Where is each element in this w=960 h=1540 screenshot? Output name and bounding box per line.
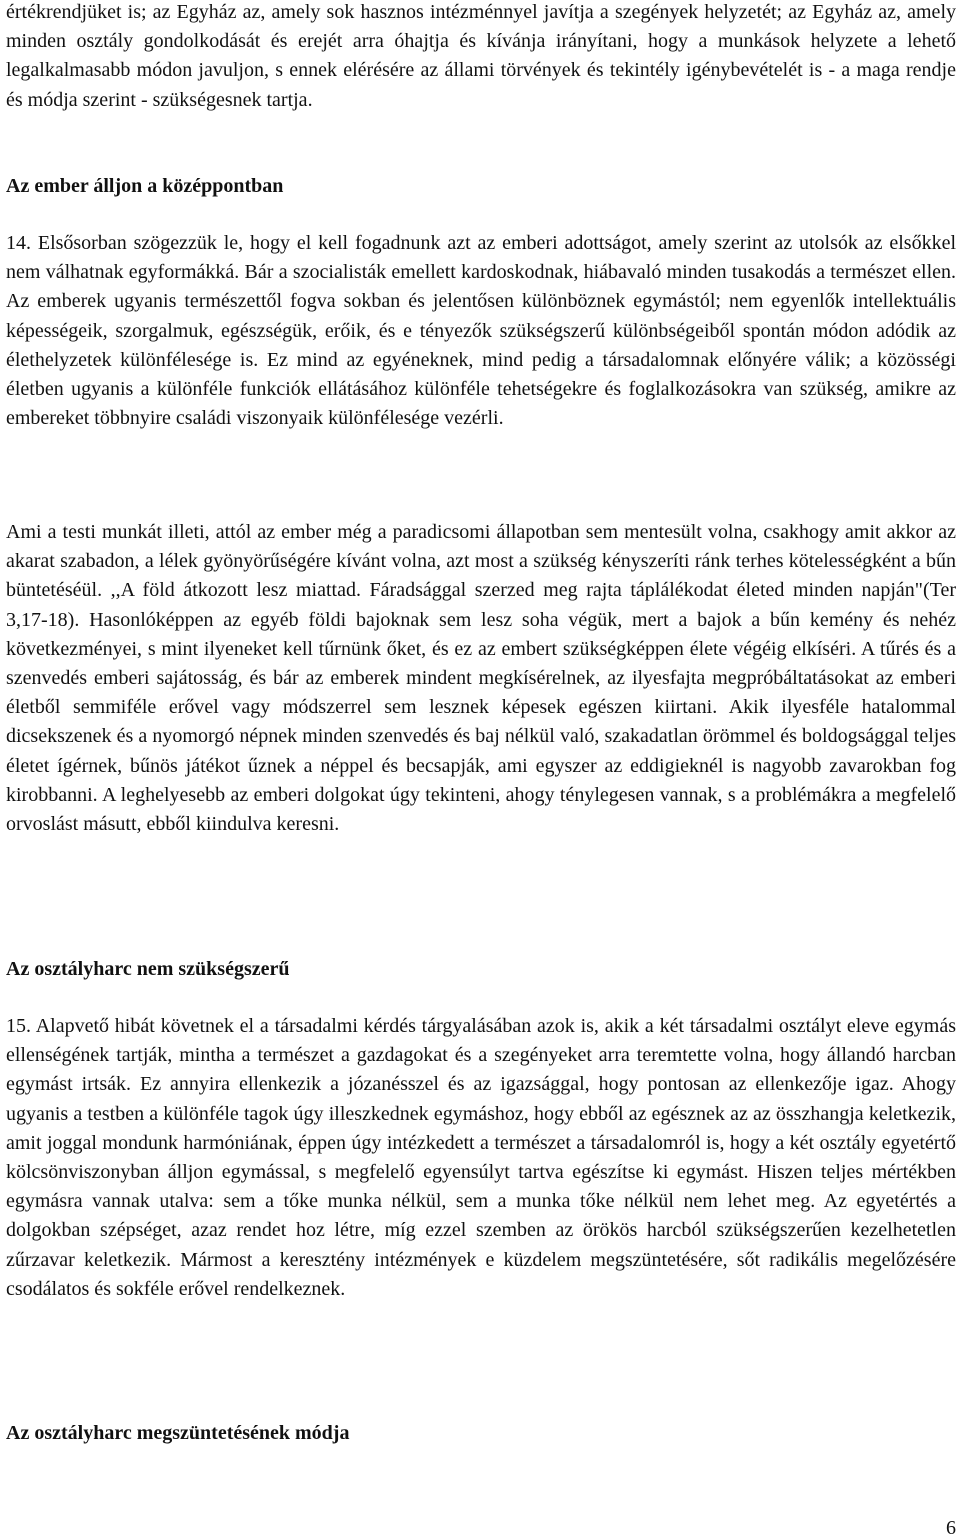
- page-number: 6: [946, 1517, 956, 1539]
- section-heading-center-human: Az ember álljon a középpontban: [6, 175, 284, 197]
- paragraph-14: 14. Elsősorban szögezzük le, hogy el kell fogadnunk azt az emberi adottságot, amely szerint az utolsók az elsőkkel nem válhatnak egyformákká. Bár a szocialisták emellett kardoskodnak, hiábavaló minden tusakodás a természet ellen. Az emberek ugyanis természettől fogva sokban és jelentősen különböznek egymástól; nem egyenlők intellektuális képességeik, szorgalmuk, egészségük, erőik, és e tényezők szükségszerű különbségeiből spontán módon adódik az élethelyzetek különfélesége is. Ez mind az egyéneknek, mind pedig a társadalomnak előnyére válik; a közösségi életben ugyanis a különféle funkciók ellátásához különféle tehetségekre és foglalkozásokra van szükség, amikre az embereket többnyire családi viszonyaik különfélesége vezérli.: [6, 232, 956, 430]
- paragraph-15: 15. Alapvető hibát követnek el a társadalmi kérdés tárgyalásában azok is, akik a két társadalmi osztályt eleve egymás ellenségének tartják, mintha a természet a gazdagokat és a szegényeket arra teremtette volna, hogy állandó harcban egymást irtsák. Ez annyira ellenkezik a józanésszel és az igazsággal, hogy pontosan az ellenkezője igaz. Ahogy ugyanis a testben a különféle tagok úgy illeszkednek egymáshoz, hogy ebből az egésznek az az összhangja keletkezik, amit joggal mondunk harmóniának, éppen úgy intézkedett a természet a társadalomról is, hogy a két osztály egyetértő kölcsönviszonyban álljon egymással, s megfelelő egyensúlyt tartva egészítse ki egymást. Hiszen teljes mértékben egymásra vannak utalva: sem a tőke munka nélkül, sem a munka tőke nélkül nem lehet meg. Az egyetértés a dolgokban szépséget, azaz rendet hoz létre, míg ezzel szemben az örökös harcból szükségszerűen kezelhetetlen zűrzavar keletkezik. Mármost a keresztény intézmények e küzdelem megszüntetésére, sőt radikális megelőzésére csodálatos és sokféle erővel rendelkeznek.: [6, 1015, 956, 1300]
- paragraph-intro: értékrendjüket is; az Egyház az, amely sok hasznos intézménnyel javítja a szegények helyzetét; az Egyház az, amely minden osztály gondolkodását és erejét arra óhajtja és kívánja irányítani, hogy a munkások helyzete a lehető legalkalmasabb módon javuljon, s ennek elérésére az állami törvények és tekintély igénybevételét is - a maga rendje és módja szerint - szükségesnek tartja.: [6, 1, 956, 111]
- paragraph-physical-work: Ami a testi munkát illeti, attól az ember még a paradicsomi állapotban sem mentesült volna, csakhogy amit akkor az akarat szabadon, a lélek gyönyörűségére kívánt volna, azt most a szükség kényszeríti ránk terhes kötelességként a bűn büntetéséül. ,,A föld átkozott lesz miattad. Fáradsággal szerzed meg rajta táplálékodat életed minden napján"(Ter 3,17-18). Hasonlóképpen az egyéb földi bajoknak sem lesz soha végük, mert a bajok a bűn kemény és nehéz következményei, s mint ilyeneket kell tűrnünk őket, és ez az embert szükségképpen élete végéig elkíséri. A tűrés és a szenvedés emberi sajátosság, és bár az emberek mindent megkísérelnek, az ilyesfajta megpróbáltatásokat az emberi életből semmiféle erővel vagy módszerrel sem lesznek képesek egészen kiirtani. Akik ilyesféle hatalommal dicsekszenek és a nyomorgó népnek minden szenvedés és baj nélkül való, szakadatlan örömmel és boldogsággal teljes életet ígérnek, bűnös játékot űznek a néppel és becsapják, ami egyszer az eddigieknél is nagyobb zavarokban fog kirobbanni. A leghelyesebb az emberi dolgokat úgy tekinteni, ahogy ténylegesen vannak, s a problémákra a megfelelő orvoslást másutt, ebből kiindulva keresni.: [6, 521, 956, 836]
- section-heading-ending-class-struggle: Az osztályharc megszüntetésének módja: [6, 1422, 350, 1444]
- section-heading-class-struggle: Az osztályharc nem szükségszerű: [6, 958, 290, 980]
